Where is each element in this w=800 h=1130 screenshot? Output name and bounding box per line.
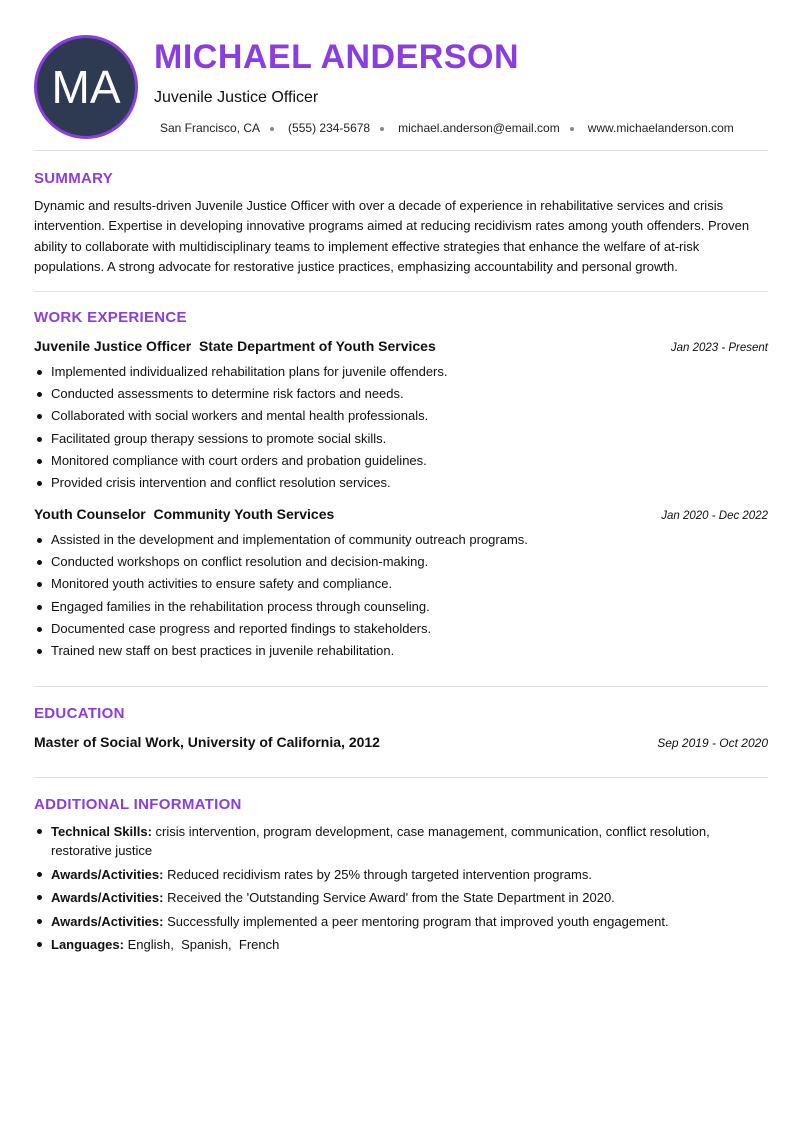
education-degree: Master of Social Work, University of California, 2012 — [34, 734, 380, 750]
list-item: Provided crisis intervention and conflict resolution services. — [34, 472, 768, 494]
education-entry — [34, 734, 768, 750]
info-text: Received the 'Outstanding Service Award' from the State Department in 2020. — [167, 890, 615, 905]
list-item: Facilitated group therapy sessions to promote social skills. — [34, 428, 768, 450]
job-header — [34, 506, 768, 522]
job-role-line — [34, 506, 334, 522]
list-item — [34, 935, 768, 954]
additional-list — [34, 822, 768, 959]
list-item — [34, 822, 768, 860]
job-role: Youth Counselor — [34, 506, 146, 522]
list-item: Implemented individualized rehabilitation plans for juvenile offenders. — [34, 361, 768, 383]
job-bullets — [34, 361, 768, 494]
section-divider — [34, 291, 768, 292]
summary-text: Dynamic and results-driven Juvenile Justice Officer with over a decade of experience in rehabilitative services and crisis intervention. Expertise in developing innovative programs aimed at reducing recidivism rates among youth offenders. Proven ability to collaborate with multidisciplinary teams to implement effective strategies that enhance the welfare of at-risk populations. A strong advocate for restorative justice practices, emphasizing accountability and personal growth. — [34, 198, 750, 274]
separator-dot — [570, 127, 574, 131]
list-item — [34, 912, 768, 931]
contact-email[interactable]: michael.anderson@email.com — [398, 121, 560, 135]
avatar — [34, 35, 138, 139]
info-text: Successfully implemented a peer mentoring program that improved youth engagement. — [167, 913, 669, 929]
info-text: crisis intervention, program development, case management, communication, conflict resolution, restorative justice — [51, 824, 710, 858]
info-label: Technical Skills: — [51, 824, 152, 839]
job-role-line — [34, 338, 436, 354]
info-label: Awards/Activities: — [51, 866, 164, 882]
contact-website[interactable]: www.michaelanderson.com — [587, 121, 734, 135]
info-label: Awards/Activities: — [51, 890, 164, 905]
job-employer: Community Youth Services — [153, 506, 335, 522]
education-heading: EDUCATION — [34, 705, 125, 722]
education-dates: Sep 2019 - Oct 2020 — [657, 736, 768, 750]
contact-bar — [160, 121, 734, 135]
contact-location: San Francisco, CA — [160, 121, 261, 135]
section-divider — [34, 150, 768, 151]
section-divider — [34, 777, 768, 778]
info-label: Languages: — [51, 937, 124, 952]
job-employer: State Department of Youth Services — [198, 338, 436, 354]
list-item: Collaborated with social workers and mental health professionals. — [34, 405, 768, 427]
job-bullets — [34, 529, 768, 662]
additional-heading: ADDITIONAL INFORMATION — [34, 796, 242, 813]
info-text: English, Spanish, French — [127, 937, 280, 952]
job-role: Juvenile Justice Officer — [34, 338, 192, 354]
section-divider — [34, 686, 768, 687]
avatar-initials: MA — [51, 61, 121, 113]
list-item: Documented case progress and reported findings to stakeholders. — [34, 618, 768, 640]
list-item: Monitored compliance with court orders and probation guidelines. — [34, 450, 768, 472]
summary-heading: SUMMARY — [34, 170, 114, 187]
experience-heading: WORK EXPERIENCE — [34, 309, 187, 326]
job-dates: Jan 2023 - Present — [670, 342, 768, 354]
list-item: Trained new staff on best practices in juvenile rehabilitation. — [34, 640, 768, 662]
list-item: Conducted assessments to determine risk factors and needs. — [34, 383, 768, 405]
job-dates: Jan 2020 - Dec 2022 — [661, 510, 768, 522]
contact-phone: (555) 234-5678 — [288, 121, 371, 135]
list-item: Monitored youth activities to ensure safety and compliance. — [34, 573, 768, 595]
list-item: Conducted workshops on conflict resolution and decision-making. — [34, 551, 768, 573]
separator-dot — [270, 127, 274, 131]
info-label: Awards/Activities: — [51, 913, 164, 929]
list-item — [34, 865, 768, 884]
list-item — [34, 888, 768, 907]
candidate-name: MICHAEL ANDERSON — [154, 38, 520, 76]
list-item: Assisted in the development and implementation of community outreach programs. — [34, 529, 768, 551]
info-text: Reduced recidivism rates by 25% through targeted intervention programs. — [167, 866, 592, 882]
list-item: Engaged families in the rehabilitation process through counseling. — [34, 596, 768, 618]
separator-dot — [380, 127, 384, 131]
job-header — [34, 338, 768, 354]
candidate-title: Juvenile Justice Officer — [154, 89, 319, 106]
